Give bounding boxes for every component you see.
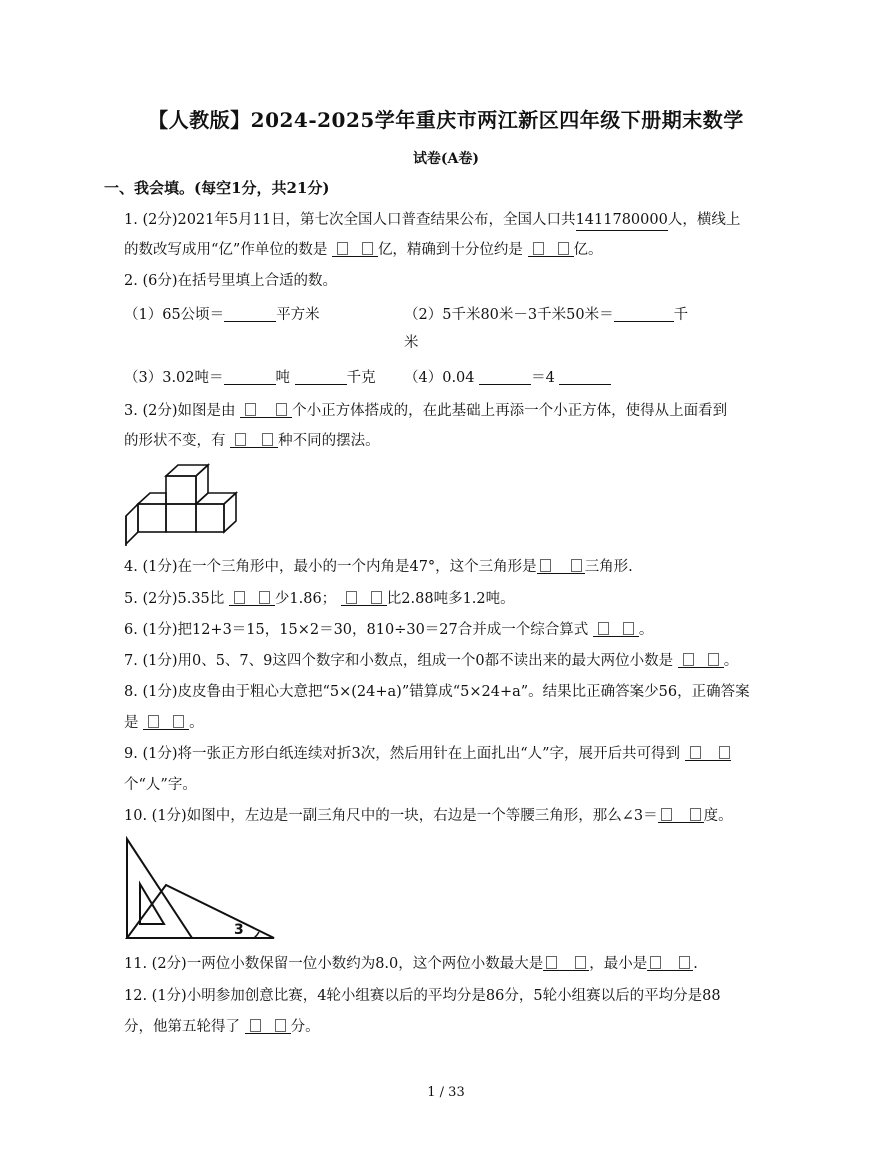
answer-blank[interactable] [230,432,278,448]
question-9-line-1: 9. (1分)将一张正方形白纸连续对折3次，然后用针在上面扎出“人”字，展开后共可得到 [124,744,731,764]
population-number: 1411780000 [576,210,668,231]
question-2-part-2: （2）5千米80米－3千米50米＝ 千 [404,307,689,323]
question-2-part-3: （3）3.02吨＝ 吨 千克 [124,370,376,386]
answer-blank[interactable] [543,955,589,971]
cube-stack-figure [122,462,242,548]
question-3-line-2: 的形状不变，有 种不同的摆法。 [124,433,380,449]
answer-blank[interactable] [224,306,276,322]
question-5: 5. (2分)5.35比 少1.86； 比2.88吨多1.2吨。 [124,591,515,607]
question-2-part-4: （4）0.04 ＝4 [404,368,611,388]
question-9-line-2: 个“人”字。 [124,777,197,793]
answer-blank[interactable] [593,621,639,637]
question-1-line-1: 1. (2分)2021年5月11日，第七次全国人口普查结果公布，全国人口共1411780000人，横线上 [124,210,740,231]
answer-blank[interactable] [678,652,724,668]
answer-blank[interactable] [647,955,693,971]
section-heading: 一、我会填。(每空1分，共21分) [104,179,330,197]
angle-label: 3 [234,922,244,938]
question-2-part-1: （1）65公顷＝ 平方米 [124,307,320,323]
answer-blank[interactable] [240,402,292,418]
question-7: 7. (1分)用0、5、7、9这四个数字和小数点，组成一个0都不读出来的最大两位小数是 。 [124,653,739,669]
answer-blank[interactable] [224,369,276,385]
answer-blank[interactable] [614,306,674,322]
question-11: 11. (2分)一两位小数保留一位小数约为8.0，这个两位小数最大是 ，最小是 . [124,956,698,972]
answer-blank[interactable] [559,369,611,385]
answer-blank[interactable] [479,369,531,385]
answer-blank[interactable] [528,241,574,257]
answer-blank[interactable] [685,745,731,761]
question-8-line-2: 是 。 [124,715,204,731]
question-8-line-1: 8. (1分)皮皮鲁由于粗心大意把“5×(24+a)”错算成“5×24+a”。结果比正确答案少56，正确答案 [124,684,750,700]
answer-blank[interactable] [143,714,189,730]
question-12-line-1: 12. (1分)小明参加创意比赛，4轮小组赛以后的平均分是86分，5轮小组赛以后的平均分是88 [124,988,721,1004]
question-3-line-1: 3. (2分)如图是由 个小正方体搭成的，在此基础上再添一个小正方体，使得从上面看到 [124,403,728,419]
question-4: 4. (1分)在一个三角形中，最小的一个内角是47°，这个三角形是 三角形. [124,559,633,575]
answer-blank[interactable] [341,590,387,606]
question-6: 6. (1分)把12+3＝15，15×2＝30，810÷30＝27合并成一个综合算式 。 [124,622,654,638]
question-12-line-2: 分，他第五轮得了 分。 [124,1019,320,1035]
question-10: 10. (1分)如图中，左边是一副三角尺中的一块，右边是一个等腰三角形，那么∠3＝ 度。 [124,808,733,824]
question-1-line-2: 的数改写成用“亿”作单位的数是 亿，精确到十分位约是 亿。 [124,242,603,258]
answer-blank[interactable] [229,590,275,606]
answer-blank[interactable] [658,807,704,823]
question-2-part-2-unit: 米 [404,335,419,351]
triangle-ruler-figure [124,836,278,942]
answer-blank[interactable] [245,1018,291,1034]
document-subtitle: 试卷(A卷) [412,151,480,167]
page-number: 1 / 33 [427,1085,465,1100]
answer-blank[interactable] [295,369,347,385]
answer-blank[interactable] [537,558,585,574]
question-2: 2. (6分)在括号里填上合适的数。 [124,273,337,289]
document-title: 【人教版】2024-2025学年重庆市两江新区四年级下册期末数学 [148,108,744,132]
answer-blank[interactable] [332,241,378,257]
